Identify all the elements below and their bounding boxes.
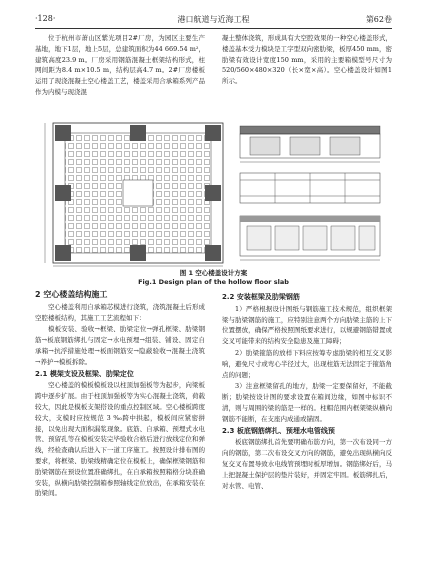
section2-right-column — [222, 290, 392, 492]
header-rule — [35, 28, 392, 29]
volume-label: 第62卷 — [365, 15, 392, 24]
section2-left-column — [35, 290, 205, 500]
section-detail-bottom — [240, 216, 380, 260]
paragraph: 2）肋梁箍筋的放样下料应按筹专虑肋梁的相互交叉影响，避免尺寸或弯心半径过大，出现柱筋无法固定于箍筋角点的问题； — [222, 348, 392, 379]
subsection-heading: 2.2 安装框梁及肋梁钢筋 — [222, 293, 300, 301]
subsection-heading: 2.1 模架支设及框梁、肋梁定位 — [35, 369, 134, 378]
subsection-heading: 2.3 板底钢筋绑扎、预埋水电管线预 — [222, 426, 335, 435]
intro-paragraph-left: 位于杭州市萧山区紫光项目2#厂房，为园区主要生产基地，地下1层，地上5层，总建筑面积为44 669.54 m²，建筑高度23.9 m。厂房采用钢筋混凝土框架结构形式，柱网间距为8.4 m×10.5 m，结构层高4.7 m。2#厂房楼板运用了现浇混凝土空心楼盖工艺，楼盖采用合承箱系列产品作为内模与现浇混 — [35, 34, 205, 96]
journal-title: 港口航道与近海工程 — [177, 15, 250, 24]
intro-paragraph-right: 凝土整体浇筑，形成具有大空腔效果的一种空心楼盖形式，楼盖基本受力模块是工字型双向密肋梁，板厚450 mm，密肋梁有效设计宽度150 mm，采用的主要箱模型号尺寸为 520/560×480×320（长×宽×高）。空心楼盖设计如图1所示。 — [222, 34, 392, 86]
paragraph: 板底钢筋绑扎首先要明确布筋方向，第一次布设同一方向的钢筋，第二次布设交叉方向的钢筋，避免出现纵横向反复交叉布置导致水电线管预埋时板厚增加。钢筋绑好后，马上把混凝土保护层的垫片装好，并固定牢固。板筋绑扎后，对水管、电管、 — [222, 438, 392, 490]
paragraph: 空心楼盖的模板模板设以柱顶加强板等为起步，向梁板跨中逐步扩展。由于柱顶加强板等为实心混凝土浇筑，荷载较大，因此是模板支架搭设的重点控制区域。空心楼板跨度较大，支模时应按规范 3 ‰跨中拱起，模板间应紧密拼接，以免出现大面积漏浆现象。底筋、自承箱、预埋式水电管、预留孔等在模板安装完毕验收合格后进行放线定位和弹线，经检查确认后进入下一道工序施工。按照设计排布图的要求，将框梁、肋梁线精确定位在模板上，确保框梁钢筋和肋梁钢筋在预设位置准确绑扎，在自承箱按照箱格分块准确安装，纵横向肋梁控制箱参照轴线定位放出，在承箱安装在肋梁间。 — [35, 381, 205, 498]
intro-right-column — [222, 33, 392, 88]
paragraph: 空心楼盖利用自承箱芯模进行浇筑，浇筑混凝土后形成空腔楼板结构，其施工工艺流程如下： — [35, 302, 205, 322]
intro-left-column — [35, 33, 205, 99]
section-detail-top — [240, 126, 380, 162]
section-heading: 2 空心楼盖结构施工 — [35, 290, 108, 299]
page-header — [35, 12, 392, 26]
page-number: ·128· — [35, 14, 56, 23]
paragraph: 3）注意框梁留孔的地方，肋梁一定要保留好，不能截断；肋梁按设计图的要求设置在箱间边缘，如图中标识不清，则与周围的梁的筋是一样的。柱帽范围内框架梁纵横向钢筋不能断，在支座内成通或锚固。 — [222, 382, 392, 423]
figure-caption-cn: 图 1 空心楼盖设计方案 — [179, 269, 248, 277]
figure-caption-en: Fig.1 Design plan of the hollow floor slab — [138, 278, 289, 286]
floor-plan-drawing — [45, 123, 223, 266]
figure-hollow-floor-plan — [35, 118, 392, 268]
paragraph: 1）严格根据设计图纸与钢筋施工技术规范，组织框架梁与肋梁钢筋的施工，应特别注意两个方向肋梁主筋的上下位置摆放，确保严格按照图纸要求进行，以规避钢筋错置或交叉可能带来的结构安全隐患及施工障碍； — [222, 304, 392, 346]
section-detail-middle — [240, 173, 380, 203]
paragraph: 模板安装、验收→框梁、肋梁定位→弹孔框梁、肋梁钢筋→板底钢筋绑扎与固定→水电预埋→组装、铺设、固定自承箱→抗浮措施处理→板面钢筋安→隐蔽验收→混凝土浇筑→养护→模板拆除。 — [35, 325, 205, 366]
